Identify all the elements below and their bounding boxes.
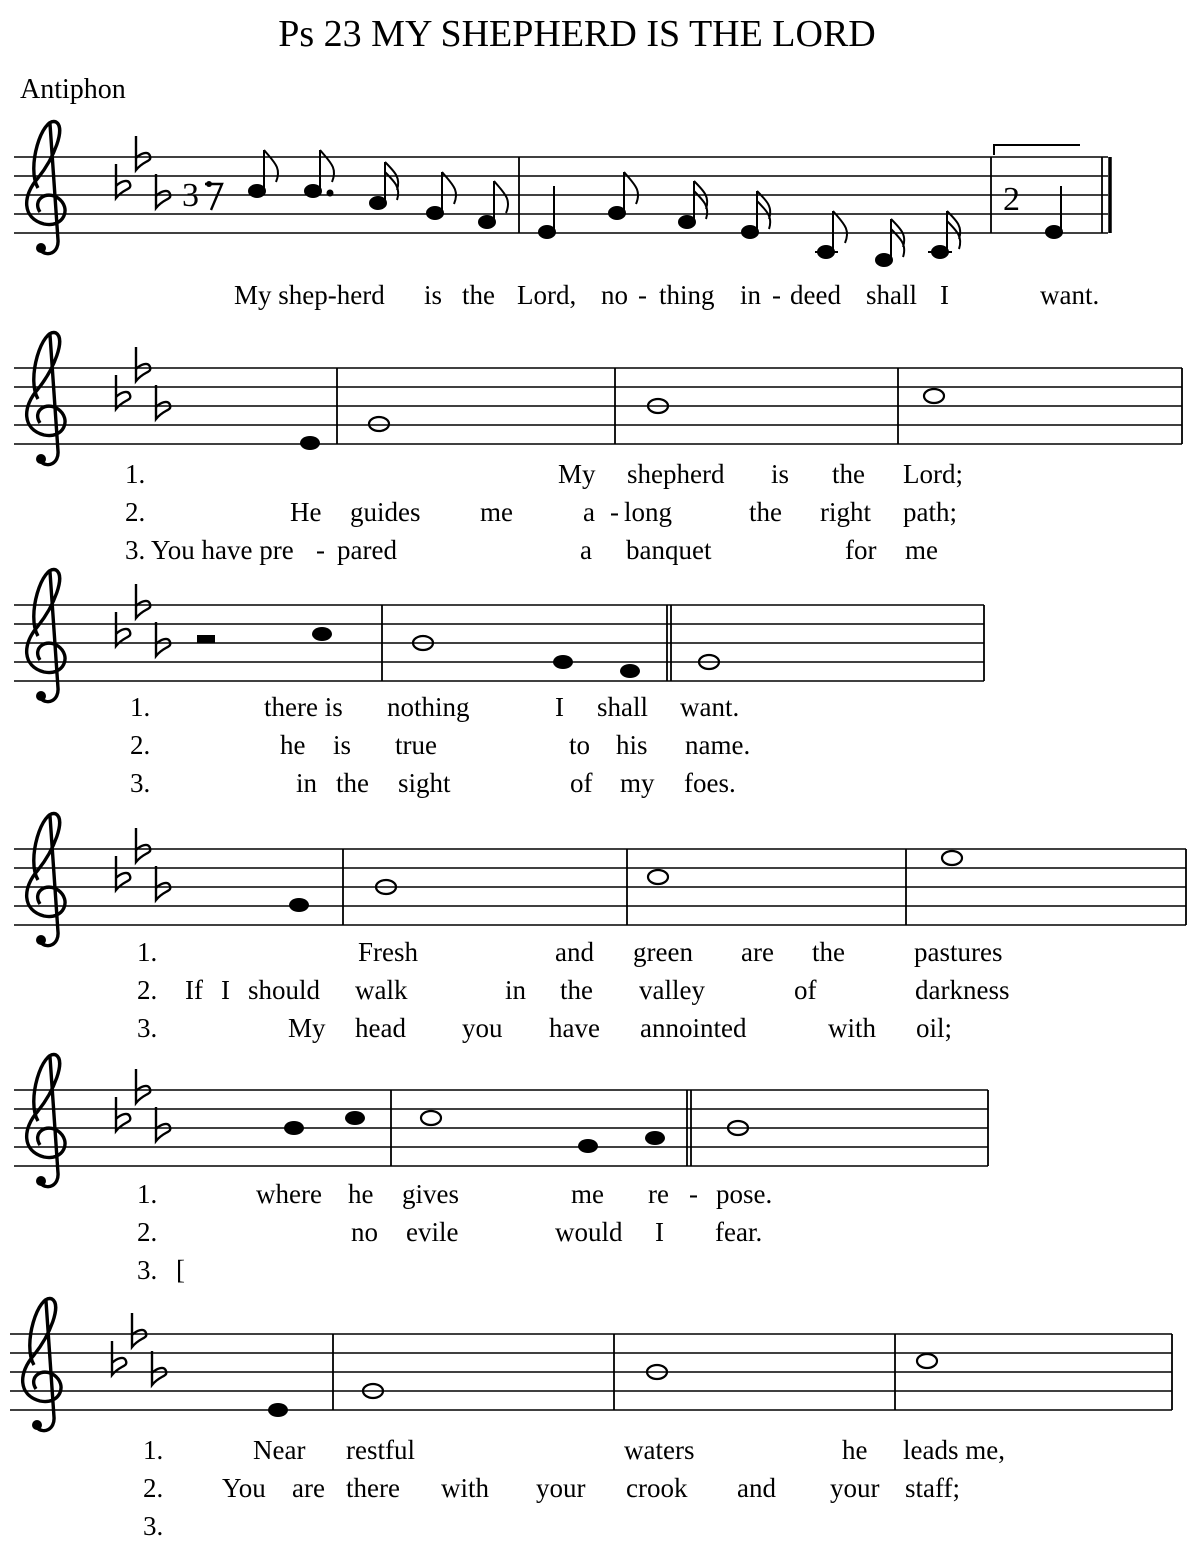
lyric-syllable: valley [639, 975, 705, 1005]
lyric-syllable: 1. [137, 1179, 158, 1209]
lyric-syllable: My shep-herd [234, 280, 385, 310]
lyric-syllable: path; [903, 497, 957, 527]
lyric-syllable: Lord, [517, 280, 577, 310]
lyric-syllable: foes. [684, 768, 736, 798]
lyric-syllable: right [820, 497, 871, 527]
lyric-syllable: shall [597, 692, 648, 722]
lyric-syllable: Near [253, 1435, 306, 1465]
flat-icon [116, 1097, 130, 1131]
lyric-syllable: want. [1040, 280, 1100, 310]
flat-icon [132, 1313, 146, 1347]
lyric-syllable: 3. [137, 1255, 158, 1285]
lyric-syllable: head [355, 1013, 406, 1043]
lyric-syllable: would [555, 1217, 623, 1247]
lyric-syllable: green [633, 937, 693, 967]
verse-lyrics-3 [137, 937, 1009, 1043]
flat-icon [136, 584, 150, 618]
treble-clef-icon [23, 1299, 61, 1431]
lyric-syllable: your [536, 1473, 586, 1503]
lyric-syllable: I [940, 280, 949, 310]
flat-icon [112, 1341, 126, 1375]
lyric-syllable: is [771, 459, 790, 489]
lyric-syllable: there is [264, 692, 343, 722]
lyric-syllable: I [221, 975, 230, 1005]
staff-verse-system-2 [14, 570, 984, 702]
page-title: Ps 23 MY SHEPHERD IS THE LORD [278, 13, 876, 55]
staff-antiphon [14, 122, 1110, 266]
lyric-syllable: 3. [130, 768, 151, 798]
flat-icon [116, 612, 130, 646]
lyric-syllable: restful [346, 1435, 415, 1465]
lyric-syllable: - [772, 280, 781, 310]
lyric-syllable: - [316, 535, 325, 565]
lyric-syllable: is [333, 730, 352, 760]
verse-lyrics-4 [137, 1179, 772, 1285]
lyric-syllable: - [610, 497, 619, 527]
flat-icon [116, 856, 130, 890]
lyric-syllable: My [558, 459, 596, 489]
lyric-syllable: pastures [914, 937, 1003, 967]
lyric-syllable: his [616, 730, 648, 760]
lyric-syllable: [ [176, 1255, 185, 1285]
lyric-syllable: he [348, 1179, 374, 1209]
verse-lyrics-1 [125, 459, 963, 565]
lyric-syllable: 2. [130, 730, 151, 760]
lyric-syllable: fear. [715, 1217, 763, 1247]
lyric-syllable: leads me, [903, 1435, 1005, 1465]
lyric-syllable: he [842, 1435, 868, 1465]
lyric-syllable: 1. [137, 937, 158, 967]
lyric-syllable: in [505, 975, 527, 1005]
lyric-syllable: pared [337, 535, 397, 565]
lyric-syllable: I [655, 1217, 664, 1247]
lyric-syllable: thing [659, 280, 715, 310]
treble-clef-icon [27, 570, 65, 702]
lyric-syllable: 3. You have pre [125, 535, 294, 565]
lyric-syllable: guides [350, 497, 421, 527]
lyric-syllable: the [812, 937, 845, 967]
lyric-syllable: you [462, 1013, 503, 1043]
flat-icon [136, 828, 150, 862]
treble-clef-icon [27, 122, 65, 254]
lyric-syllable: no [601, 280, 628, 310]
half-rest-icon [197, 635, 215, 643]
lyric-syllable: my [620, 768, 655, 798]
lyric-syllable: nothing [387, 692, 470, 722]
lyric-syllable: are [741, 937, 774, 967]
lyric-syllable: I [555, 692, 564, 722]
lyric-syllable: and [737, 1473, 776, 1503]
lyric-syllable: walk [355, 975, 408, 1005]
lyric-syllable: have [549, 1013, 600, 1043]
flat-icon [116, 375, 130, 409]
lyric-syllable: to [569, 730, 591, 760]
lyric-syllable: the [462, 280, 495, 310]
lyric-syllable: there [346, 1473, 400, 1503]
lyric-syllable: should [248, 975, 321, 1005]
lyric-syllable: - [638, 280, 647, 310]
lyric-syllable: for [845, 535, 877, 565]
lyric-syllable: with [828, 1013, 877, 1043]
lyric-syllable: of [570, 768, 593, 798]
staff-verse-system-4 [14, 1055, 988, 1187]
verse-lyrics-5 [143, 1435, 1005, 1541]
lyric-syllable: 2. [137, 1217, 158, 1247]
lyric-syllable: of [794, 975, 817, 1005]
lyric-syllable: is [424, 280, 443, 310]
lyric-syllable: your [830, 1473, 880, 1503]
lyric-syllable: are [292, 1473, 325, 1503]
lyric-syllable: pose. [716, 1179, 773, 1209]
lyric-syllable: me [480, 497, 513, 527]
lyric-syllable: shepherd [627, 459, 725, 489]
lyric-syllable: the [832, 459, 865, 489]
flat-icon [152, 1351, 166, 1385]
lyric-syllable: - [689, 1179, 698, 1209]
lyric-syllable: the [336, 768, 369, 798]
verse-lyrics-2 [130, 692, 750, 798]
lyric-syllable: He [290, 497, 322, 527]
lyric-syllable: and [555, 937, 594, 967]
lyric-syllable: name. [685, 730, 751, 760]
lyric-syllable: long [624, 497, 673, 527]
lyric-syllable: 1. [125, 459, 146, 489]
lyric-syllable: no [351, 1217, 378, 1247]
lyric-syllable: 2. [143, 1473, 164, 1503]
lyric-syllable: darkness [915, 975, 1010, 1005]
lyric-syllable: a [580, 535, 592, 565]
lyric-syllable: me [571, 1179, 604, 1209]
lyric-syllable: in [740, 280, 762, 310]
lyric-syllable: shall [866, 280, 917, 310]
flat-icon [136, 136, 150, 170]
lyric-syllable: the [749, 497, 782, 527]
lyric-syllable: evile [406, 1217, 459, 1247]
lyric-syllable: want. [680, 692, 740, 722]
staff-verse-system-3 [14, 814, 1186, 946]
lyric-syllable: staff; [905, 1473, 960, 1503]
lyric-syllable: 3. [137, 1013, 158, 1043]
lyric-syllable: If [185, 975, 203, 1005]
lyric-syllable: me [905, 535, 938, 565]
flat-icon [156, 385, 170, 419]
lyric-syllable: You [222, 1473, 266, 1503]
lyric-syllable: oil; [916, 1013, 953, 1043]
lyric-syllable: 1. [143, 1435, 164, 1465]
flat-icon [116, 164, 130, 198]
treble-clef-icon [27, 333, 65, 465]
lyric-syllable: re [648, 1179, 669, 1209]
lyric-syllable: true [395, 730, 437, 760]
lyric-syllable: 1. [130, 692, 151, 722]
flat-icon [156, 866, 170, 900]
lyric-syllable: My [288, 1013, 326, 1043]
lyric-syllable: the [560, 975, 593, 1005]
lyric-syllable: sight [398, 768, 451, 798]
staff-verse-system-1 [14, 333, 1182, 465]
flat-icon [156, 622, 170, 656]
lyric-syllable: gives [402, 1179, 459, 1209]
lyric-syllable: waters [624, 1435, 695, 1465]
lyric-syllable: deed [790, 280, 841, 310]
lyric-syllable: he [280, 730, 306, 760]
antiphon-label: Antiphon [20, 74, 126, 105]
time-signature: 3 [182, 177, 199, 214]
lyric-syllable: banquet [626, 535, 712, 565]
lyric-syllable: 2. [125, 497, 146, 527]
treble-clef-icon [27, 1055, 65, 1187]
lyric-syllable: 3. [143, 1511, 164, 1541]
lyric-syllable: where [256, 1179, 322, 1209]
flat-icon [156, 1107, 170, 1141]
antiphon-lyrics [234, 280, 1099, 310]
flat-icon [136, 347, 150, 381]
treble-clef-icon [27, 814, 65, 946]
lyric-syllable: crook [626, 1473, 688, 1503]
flat-icon [136, 1069, 150, 1103]
lyric-syllable: 2. [137, 975, 158, 1005]
flat-icon [156, 174, 170, 208]
lyric-syllable: a [583, 497, 595, 527]
lyric-syllable: annointed [640, 1013, 747, 1043]
lyric-syllable: with [441, 1473, 490, 1503]
rest-icon [205, 184, 222, 210]
lyric-syllable: Fresh [358, 937, 418, 967]
lyric-syllable: Lord; [903, 459, 963, 489]
staff-verse-system-5 [10, 1299, 1172, 1431]
ending-number: 2 [1003, 181, 1020, 218]
lyric-syllable: in [296, 768, 318, 798]
